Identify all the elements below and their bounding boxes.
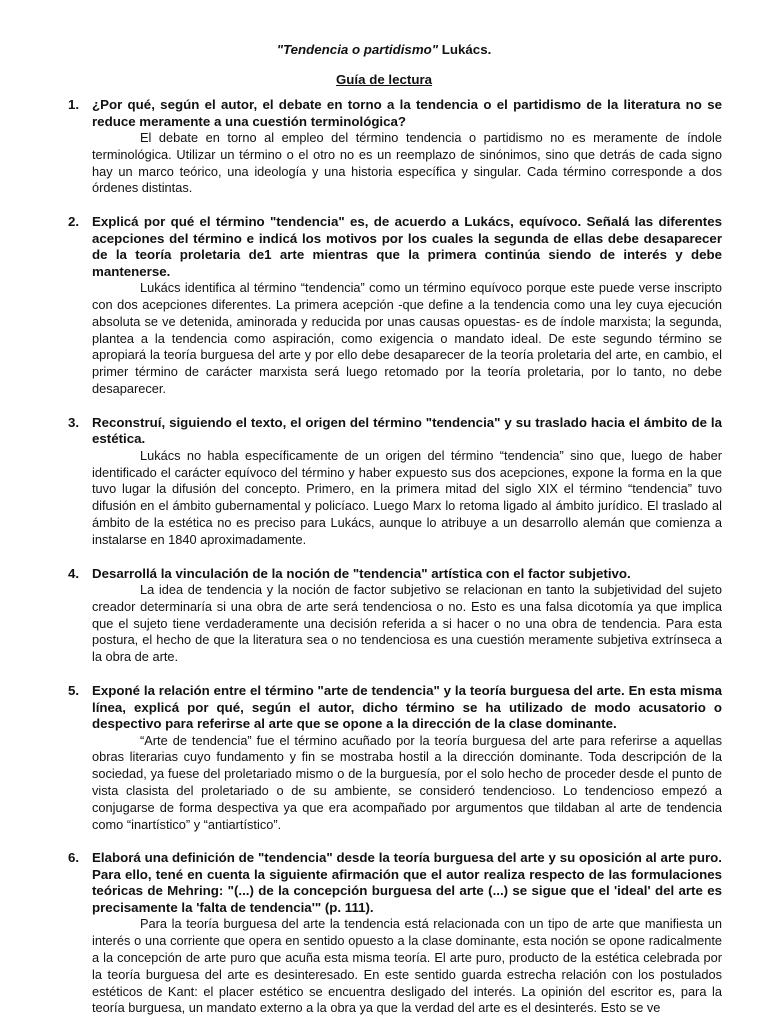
question-number: 2. [68, 214, 80, 230]
question-item [68, 415, 722, 549]
question-item [68, 683, 722, 833]
question-number: 6. [68, 850, 80, 866]
question-text: Exponé la relación entre el término "arte de tendencia" y la teoría burguesa del arte. En esta misma línea, explicá por qué, según el autor, dicho término se ha utilizado de modo acusatorio o despectivo para referirse al arte que se opone a la dirección de la clase dominante. [92, 683, 722, 732]
question-text: Explicá por qué el término "tendencia" es, de acuerdo a Lukács, equívoco. Señalá las diferentes acepciones del término e indicá los motivos por los cuales la segunda de ellas debe desaparecer de la teoría proletaria de1 arte mientras que la primera continúa siendo de interés y debe mantenerse. [92, 214, 722, 279]
answer-text: Lukács identifica al término “tendencia” como un término equívoco porque este puede verse inscripto con dos acepciones diferentes. La primera acepción -que define a la tendencia como una ley cuya ejecución absoluta se ve detenida, aminorada y reducida por unas causas opuestas- es de índole marxista; la segunda, plantea a la tendencia como aspiración, como exigencia o mandato ideal. De este segundo término se apropiará la teoría burguesa del arte y por ello debe desaparecer de la teoría proletaria del arte, en cambio, el primer término de carácter marxista será luego retomado por la teoría proletaria, por lo tanto, no debe desaparecer. [92, 280, 722, 396]
question-number: 1. [68, 97, 80, 112]
document-title-italic: "Tendencia o partidismo" [276, 42, 439, 57]
answer-text: La idea de tendencia y la noción de factor subjetivo se relacionan en tanto la subjetividad del sujeto creador determinaría si una obra de arte será tendenciosa o no. Esto es una falsa dicotomía ya que implica que el sujeto tiene verdaderamente una decisión referida a si hacer o no una obra de tendencia. Para esta postura, el hecho de que la literatura sea o no tendenciosa es una cuestión meramente subjetiva extrínseca a la obra de arte. [92, 582, 722, 665]
question-item [68, 97, 722, 197]
question-item [68, 214, 722, 398]
question-text: Reconstruí, siguiendo el texto, el origen del término "tendencia" y su traslado hacia el ámbito de la estética. [92, 414, 722, 447]
question-number: 4. [68, 565, 80, 581]
question-list [68, 97, 722, 1024]
question-number: 3. [68, 414, 80, 430]
question-text: Elaborá una definición de "tendencia" desde la teoría burguesa del arte y su oposición al arte puro. Para ello, tené en cuenta la siguiente afirmación que el autor realiza respecto de las formulaciones teóricas de Mehring: "(...) de la concepción burguesa del arte (...) se sigue que el 'ideal' del arte es precisamente la 'falta de tendencia'" (p. 111). [92, 850, 722, 915]
answer-text: Lukács no habla específicamente de un origen del término “tendencia” sino que, luego de haber identificado el carácter equívoco del término y haber expuesto sus dos acepciones, expone la forma en la que tuvo lugar la difusión del concepto. Primero, en la primera mitad del siglo XIX el término “tendencia” tuvo difusión en el ámbito gubernamental y policíaco. Luego Marx lo retoma ligado al ámbito jurídico. El traslado al ámbito de la estética no es preciso para Lukács, aunque lo atribuye a un desarrollo alemán que comienza a instalarse en 1840 aproximadamente. [92, 447, 722, 547]
document-title-author: Lukács. [438, 42, 492, 57]
question-text: Desarrollá la vinculación de la noción de "tendencia" artística con el factor subjetivo. [92, 565, 631, 581]
document-subtitle: Guía de lectura [335, 72, 433, 87]
question-item [68, 850, 722, 1017]
answer-text: El debate en torno al empleo del término tendencia o partidismo no es meramente de índole terminológica. Utilizar un término o el otro no es un reemplazo de sinónimos, sino que detrás de cada signo hay un marco teórico, una ideología y una historia específica y singular. Cada término corresponde a dos órdenes distintas. [92, 130, 722, 196]
answer-text: “Arte de tendencia” fue el término acuñado por la teoría burguesa del arte para referirse a aquellas obras literarias cuyo fundamento y fin se mostraba hostil a la dirección dominante. Toda descripción de la sociedad, ya fuese del proletariado mismo o de la burguesía, por el solo hecho de proceder desde el punto de vista clasista del proletariado o de su ambiente, se consideró tendencioso. Lo tendencioso empezó a conjugarse de forma despectiva ya que era acompañado por argumentos que tildaban al arte de tendencia como “inartístico” y “antiartístico”. [92, 732, 722, 832]
question-item [68, 566, 722, 666]
question-number: 5. [68, 683, 80, 699]
document-title [0, 41, 768, 59]
question-text: ¿Por qué, según el autor, el debate en torno a la tendencia o el partidismo de la literatura no se reduce meramente a una cuestión terminológica? [92, 97, 722, 129]
answer-text: Para la teoría burguesa del arte la tendencia está relacionada con un tipo de arte que manifiesta un interés o una corriente que opera en sentido opuesto a la clase dominante, esta noción se opone radicalmente a la concepción de arte puro que acuña esta misma teoría. El arte puro, producto de la estética celebrada por la teoría burguesa del arte es desinteresado. En este sentido guarda estrecha relación con los postulados estéticos de Kant: el placer estético se encuentra desligado del interés. La opinión del escritor es, para la teoría burguesa, un mandato externo a la obra ya que la verdad del arte es el desinterés. Esto se ve [92, 916, 722, 1016]
